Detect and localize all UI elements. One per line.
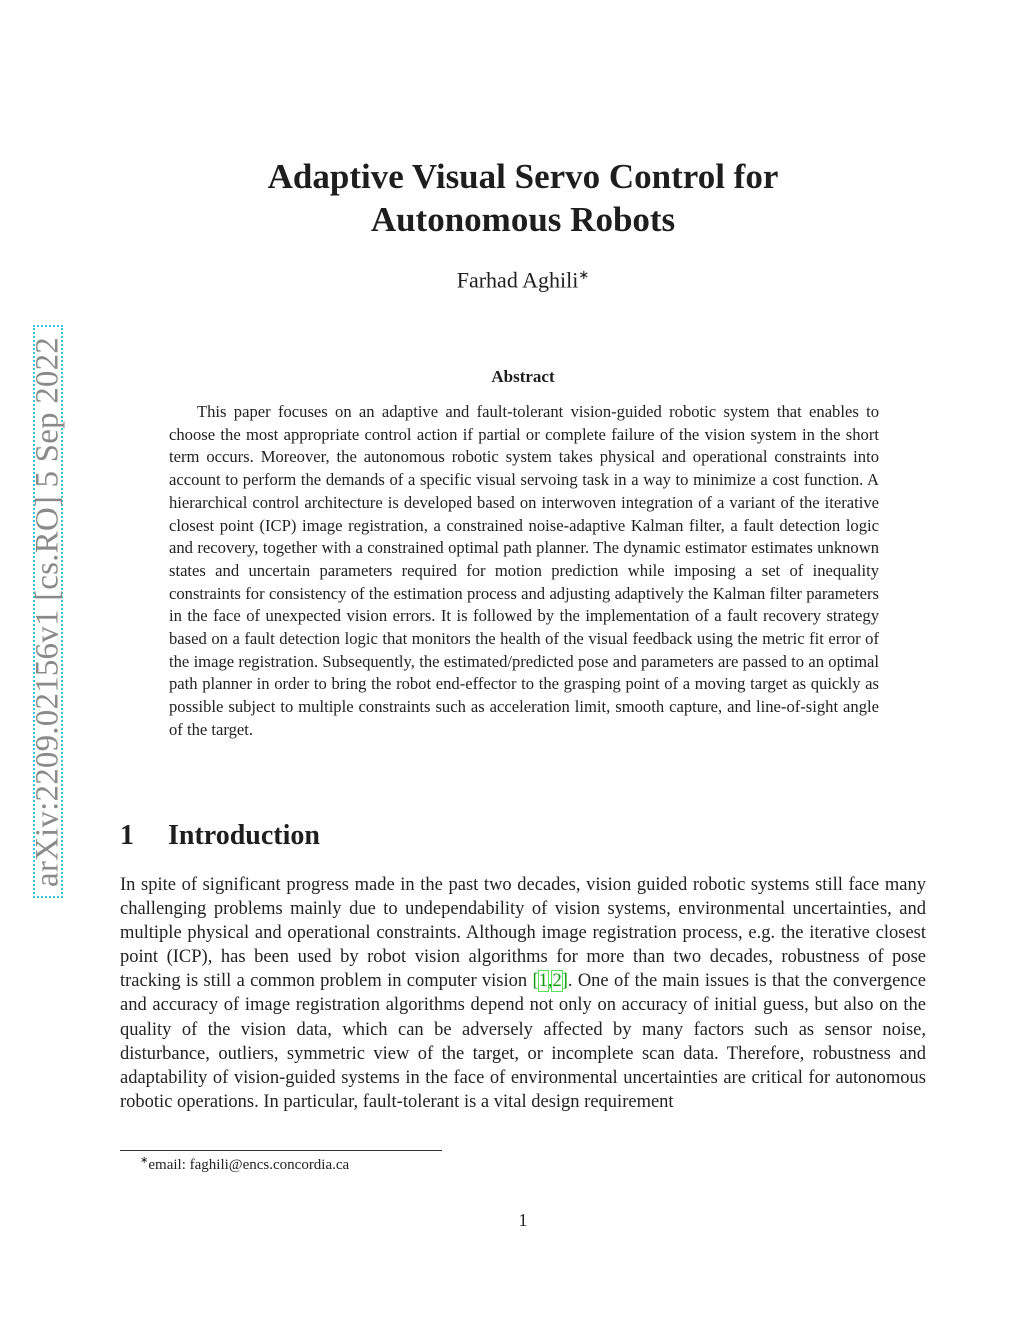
citation-open-bracket: [ — [532, 971, 539, 992]
citation-group — [532, 971, 567, 991]
arxiv-stamp — [29, 325, 66, 898]
title-line-1: Adaptive Visual Servo Control for — [267, 157, 779, 196]
footnote — [140, 1155, 349, 1174]
footnote-text: email: faghili@encs.concordia.ca — [148, 1157, 350, 1173]
introduction-text — [120, 873, 926, 1114]
abstract-text: This paper focuses on an adaptive and fault-tolerant vision-guided robotic system that enables to choose the most appropriate control action if partial or complete failure of the vision system in the short term occurs. Moreover, the autonomous robotic system takes physical and operational constraints into account to perform the demands of a specific visual servoing task in a way to minimize a cost function. A hierarchical control architecture is developed based on interwoven integration of a variant of the iterative closest point (ICP) image registration, a constrained noise-adaptive Kalman filter, a fault detection logic and recovery, together with a constrained optimal path planner. The dynamic estimator estimates unknown states and uncertain parameters required for motion prediction while imposing a set of inequality constraints for consistency of the estimation process and adjusting adaptively the Kalman filter parameters in the face of unexpected vision errors. It is followed by the implementation of a fault recovery strategy based on a fault detection logic that monitors the health of the visual feedback using the metric fit error of the image registration. Subsequently, the estimated/predicted pose and parameters are passed to an optimal path planner in order to bring the robot end-effector to the grasping point of a moving target as quickly as possible subject to multiple constraints such as acceleration limit, smooth capture, and line-of-sight angle of the target. — [169, 402, 879, 739]
abstract-heading: Abstract — [491, 367, 555, 386]
author-line — [120, 267, 926, 293]
section-title: Introduction — [168, 820, 320, 851]
arxiv-id: arXiv:2209.02156v1 [cs.RO] 5 Sep 2022 — [29, 336, 66, 887]
intro-part-1: In spite of significant progress made in the past two decades, vision guided robotic systems still face many challenging problems mainly due to undependability of vision systems, environmental uncertainties, and multiple physical and operational constraints. Although image registration process, e.g. the iterative closest point (ICP), has been used by robot vision algorithms for more than two decades, robustness of pose tracking is still a common problem in computer vision — [120, 875, 926, 992]
section-heading — [120, 820, 320, 852]
citation-link-2[interactable]: 2 — [552, 971, 562, 992]
section-number: 1 — [120, 820, 134, 851]
citation-link-1[interactable]: 1 — [538, 971, 548, 992]
paper-title — [120, 155, 926, 241]
footnote-rule — [120, 1150, 442, 1151]
intro-part-2: . One of the main issues is that the convergence and accuracy of image registration algorithms depend not only on accuracy of initial guess, but also on the quality of the vision data, which can be adversely affected by many factors such as sensor noise, disturbance, outliers, symmetric view of the target, or incomplete scan data. Therefore, robustness and adaptability of vision-guided systems in the face of environmental uncertainties are critical for autonomous robotic operations. In particular, fault-tolerant is a vital design requirement — [120, 971, 927, 1112]
author-name: Farhad Aghili — [456, 267, 579, 293]
footnote-mark: ∗ — [140, 1155, 149, 1166]
title-line-2: Autonomous Robots — [370, 200, 676, 239]
citation-close-bracket: ] — [561, 971, 568, 992]
citation-separator: , — [547, 971, 553, 992]
page-number: 1 — [518, 1210, 528, 1230]
author-footnote-mark[interactable]: ∗ — [578, 267, 590, 282]
